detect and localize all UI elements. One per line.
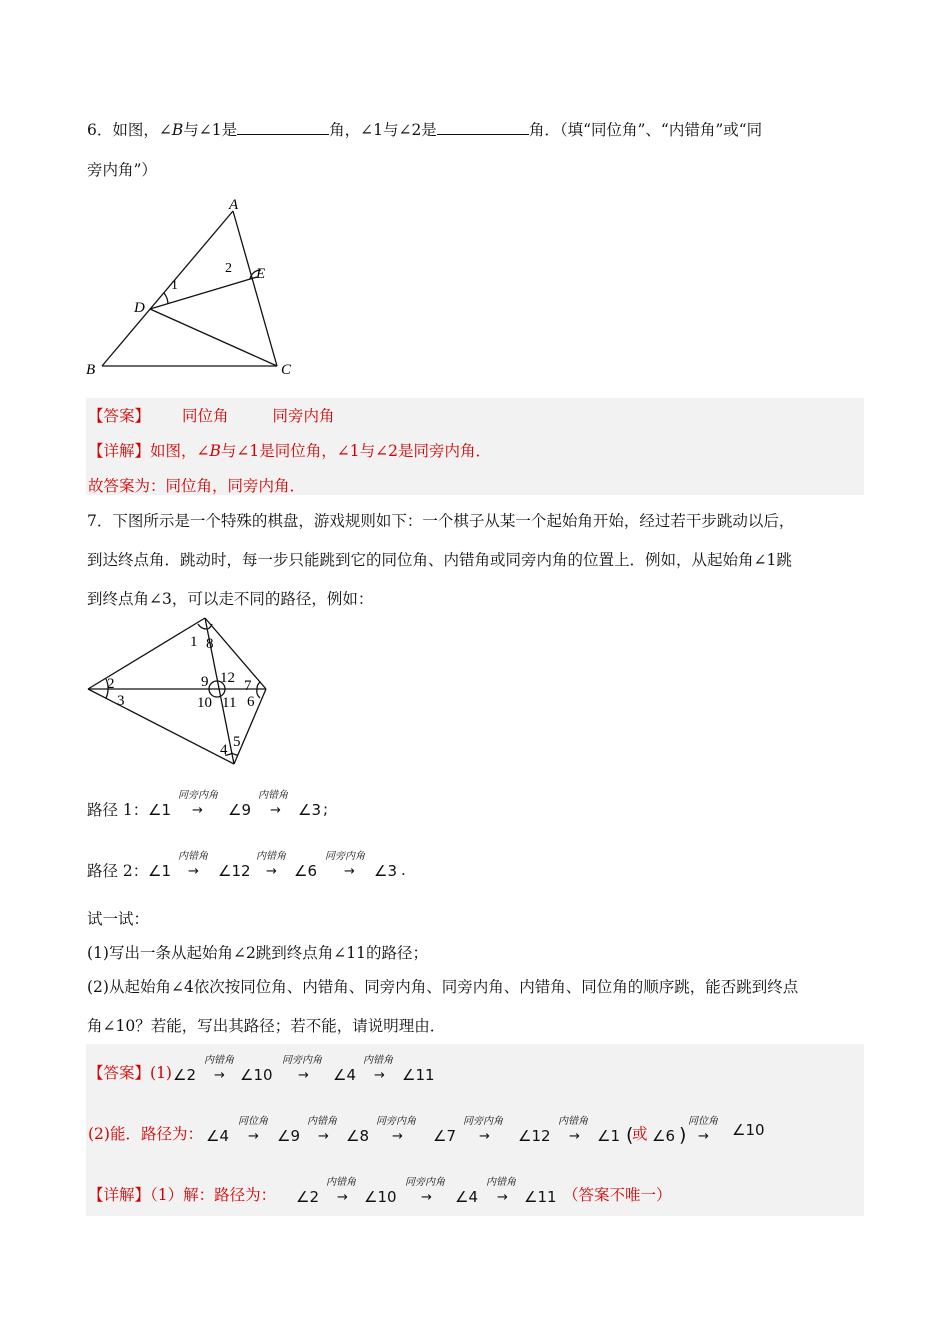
- label-angle-6: 6: [247, 694, 255, 710]
- label-angle-12: 12: [220, 670, 235, 686]
- try-it-heading: 试一试：: [87, 910, 150, 928]
- label-angle-4: 4: [220, 742, 228, 758]
- label-B: B: [86, 362, 96, 378]
- label-angle-1: 1: [171, 278, 178, 293]
- triangle-figure: [80, 192, 310, 382]
- sub-question-2-line1: (2)从起始角∠4依次按同位角、内错角、同旁内角、同旁内角、内错角、同位角的顺序跳，能否跳到终点: [87, 978, 799, 996]
- label-D: D: [134, 300, 145, 316]
- q6-question-line2: 旁内角”）: [87, 161, 157, 179]
- label-E: E: [256, 266, 266, 282]
- label-angle-2: 2: [107, 676, 115, 692]
- answer-blank-2[interactable]: [437, 120, 529, 135]
- label-angle-8: 8: [206, 636, 214, 652]
- q7-line2: 到达终点角．跳动时，每一步只能跳到它的同位角、内错角或同旁内角的位置上．例如，从起始角∠1跳: [87, 551, 792, 569]
- q6-question-line1: 6．如图，∠B与∠1是 角，∠1与∠2是 角．（填“同位角”、“内错角”或“同: [87, 121, 763, 139]
- label-angle-10: 10: [197, 695, 212, 711]
- label-angle-2: 2: [225, 261, 232, 276]
- q6-detail: 【详解】如图，∠B与∠1是同位角，∠1与∠2是同旁内角．: [88, 442, 491, 460]
- label-angle-9: 9: [201, 674, 209, 690]
- label-angle-5: 5: [233, 734, 241, 750]
- q7-line1: 7．下图所示是一个特殊的棋盘，游戏规则如下：一个棋子从某一个起始角开始，经过若干步跳动以后，: [87, 512, 795, 530]
- label-angle-1: 1: [190, 634, 198, 650]
- q6-conclusion: 故答案为：同位角，同旁内角．: [88, 477, 306, 495]
- sub-question-1: (1)写出一条从起始角∠2跳到终点角∠11的路径；: [87, 944, 429, 962]
- chessboard-figure: [80, 610, 280, 770]
- label-angle-7: 7: [244, 678, 252, 694]
- label-angle-11: 11: [222, 695, 237, 711]
- label-A: A: [229, 197, 239, 213]
- answer-blank-1[interactable]: [237, 120, 329, 135]
- sub-question-2-line2: 角∠10？若能，写出其路径；若不能，请说明理由．: [87, 1017, 446, 1035]
- label-angle-3: 3: [117, 693, 125, 709]
- label-C: C: [281, 362, 292, 378]
- q7-line3: 到终点角∠3，可以走不同的路径，例如：: [87, 590, 374, 608]
- q6-answer: 【答案】 同位角 同旁内角: [88, 407, 335, 425]
